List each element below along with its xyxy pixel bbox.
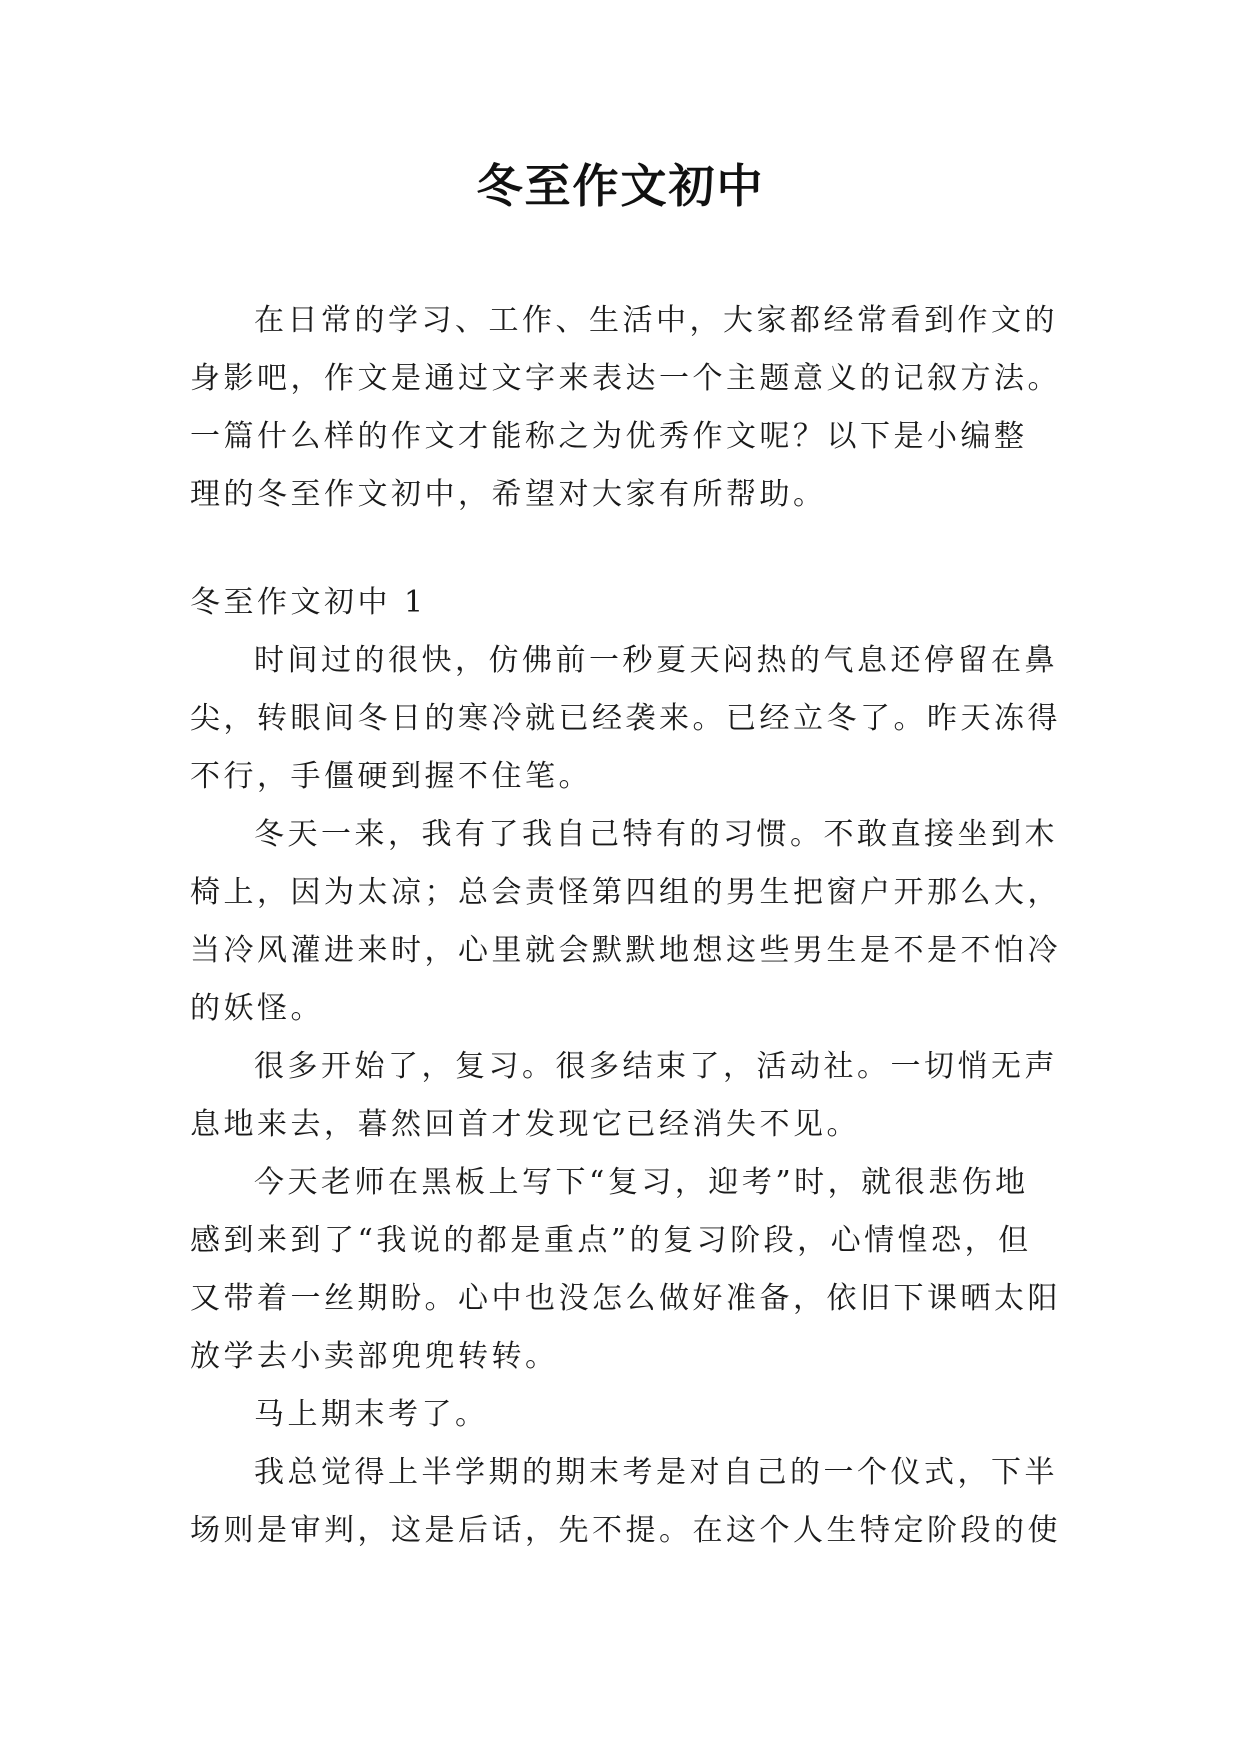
body-paragraph: [190, 1386, 1070, 1444]
intro-line: 在日常的学习、工作、生活中，大家都经常看到作文的: [254, 303, 1058, 338]
intro-paragraph: [190, 292, 1070, 524]
body-paragraph: [190, 1154, 1070, 1386]
paragraph-line: 当冷风灌进来时，心里就会默默地想这些男生是不是不怕冷: [190, 933, 1061, 968]
paragraph-line: 感到来到了“我说的都是重点”的复习阶段，心情惶恐，但: [190, 1223, 1032, 1258]
paragraph-line: 又带着一丝期盼。心中也没怎么做好准备，依旧下课晒太阳: [190, 1281, 1061, 1316]
paragraph-line: 冬天一来，我有了我自己特有的习惯。不敢直接坐到木: [254, 817, 1058, 852]
section-heading: 冬至作文初中 1: [190, 585, 427, 620]
paragraph-line: 马上期末考了。: [254, 1397, 489, 1432]
document-body: [190, 292, 1070, 1560]
paragraph-line: 椅上，因为太凉；总会责怪第四组的男生把窗户开那么大，: [190, 875, 1061, 910]
intro-line: 身影吧，作文是通过文字来表达一个主题意义的记叙方法。: [190, 361, 1061, 396]
paragraph-line: 尖，转眼间冬日的寒冷就已经袭来。已经立冬了。昨天冻得: [190, 701, 1061, 736]
spacer: [190, 524, 1070, 574]
paragraph-line: 场则是审判，这是后话，先不提。在这个人生特定阶段的使: [190, 1513, 1061, 1548]
intro-line: 一篇什么样的作文才能称之为优秀作文呢？以下是小编整: [190, 419, 1028, 454]
paragraph-line: 很多开始了，复习。很多结束了，活动社。一切悄无声: [254, 1049, 1058, 1084]
intro-line: 理的冬至作文初中，希望对大家有所帮助。: [190, 477, 827, 512]
page-title: 冬至作文初中: [476, 159, 765, 213]
body-paragraph: [190, 806, 1070, 1038]
paragraph-line: 的妖怪。: [190, 991, 324, 1026]
body-paragraph: [190, 1038, 1070, 1154]
paragraph-line: 今天老师在黑板上写下“复习，迎考”时，就很悲伤地: [254, 1165, 1029, 1200]
paragraph-line: 时间过的很快，仿佛前一秒夏天闷热的气息还停留在鼻: [254, 643, 1058, 678]
paragraph-line: 不行，手僵硬到握不住笔。: [190, 759, 592, 794]
body-paragraph: [190, 1444, 1070, 1560]
body-paragraph: [190, 632, 1070, 806]
paragraph-line: 息地来去，暮然回首才发现它已经消失不见。: [190, 1107, 860, 1142]
paragraph-line: 我总觉得上半学期的期末考是对自己的一个仪式，下半: [254, 1455, 1058, 1490]
paragraph-line: 放学去小卖部兜兜转转。: [190, 1339, 559, 1374]
